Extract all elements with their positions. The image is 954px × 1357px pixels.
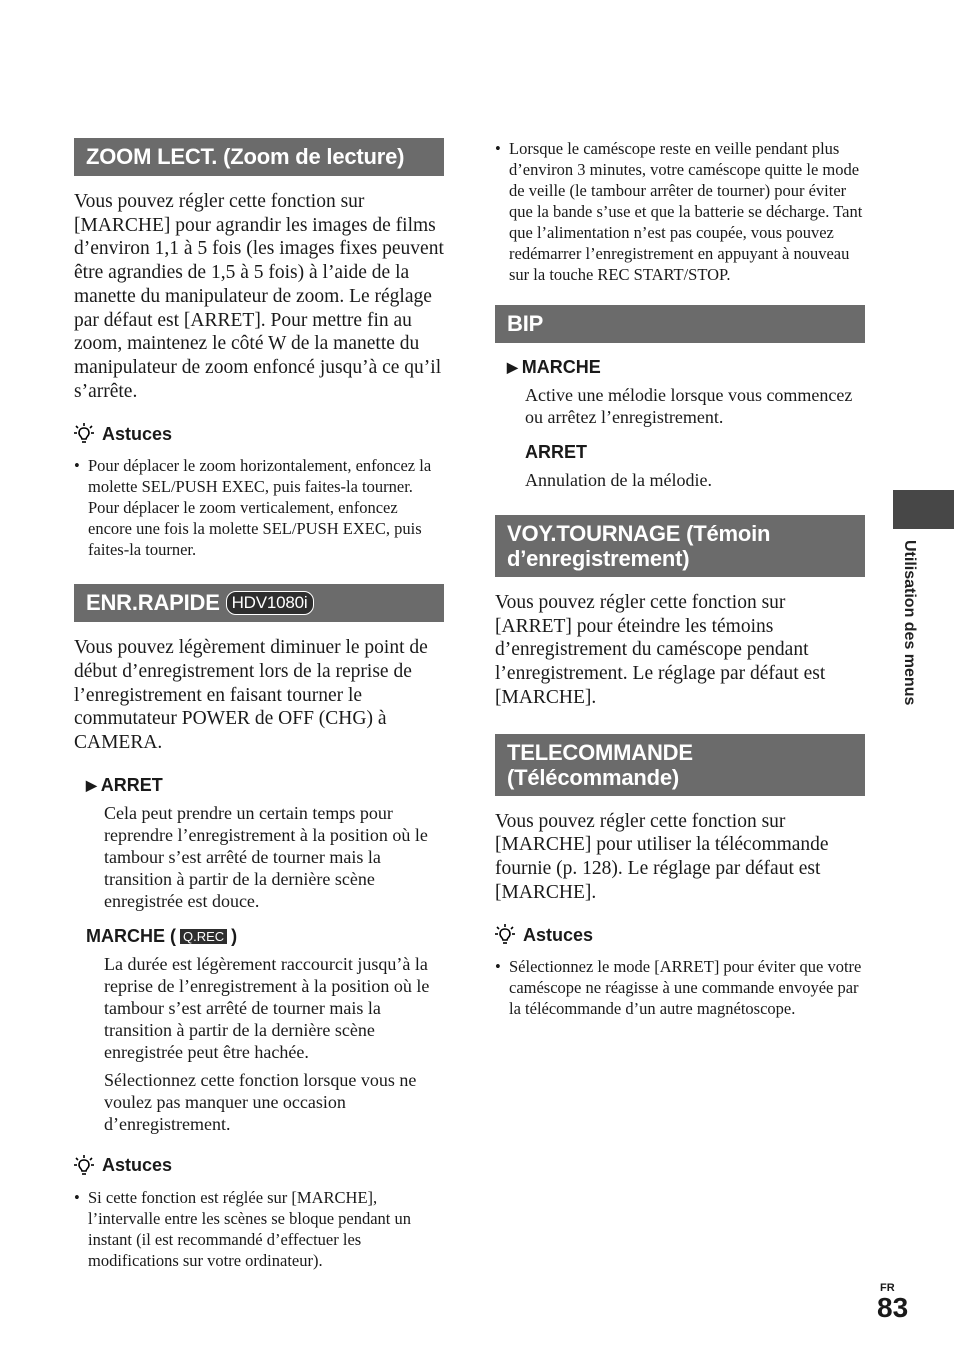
option-arret: [525, 442, 865, 463]
option-description: Annulation de la mélodie.: [525, 470, 712, 490]
list-item: • Si cette fonction est réglée sur [MARCHE], l’intervalle entre les scènes se bloque pendant un instant (il est recommandé d’effectuer les modifications sur votre ordinateur).: [74, 1187, 444, 1271]
tips-title: Astuces: [523, 924, 594, 945]
page-language: FR: [880, 1282, 895, 1294]
zoom-body: Vous pouvez régler cette fonction sur [MARCHE] pour agrandir les images de films d’environ 1,1 à 5 fois (les images fixes peuvent être agrandies de 1,5 à 5 fois) à l’aide de la manette du manipulateur de zoom. Le réglage par défaut est [ARRET]. Pour mettre fin au zoom, maintenez le côté W de la manette du manipulateur de zoom enfoncé jusqu’à ce qu’il s’arrête.: [74, 191, 444, 402]
list-item: • Lorsque le caméscope reste en veille pendant plus d’environ 3 minutes, votre caméscope quitte le mode de veille (le tambour arrêter de tourner) pour éviter que la bande s’use et que la batterie se décharge. Tant que l’alimentation n’est pas coupée, vous pouvez redémarrer l’enregistrement en appuyant à nouveau sur la touche REC START/STOP.: [495, 138, 865, 285]
option-label: MARCHE: [521, 357, 601, 377]
section-title-tele-line2: (Télécommande): [507, 764, 680, 790]
option-desc-arret: [104, 802, 444, 912]
right-column: [495, 138, 865, 1043]
option-description: Sélectionnez cette fonction lorsque vous ne voulez pas manquer une occasion d’enregistrement.: [104, 1069, 417, 1134]
tips-heading-tele: [495, 924, 865, 946]
tips-heading-zoom: [74, 423, 444, 445]
option-desc-marche: [104, 953, 444, 1135]
tips-title: Astuces: [102, 423, 173, 444]
option-label: MARCHE (: [86, 925, 176, 946]
section-header-zoom: [74, 138, 444, 176]
intro-bullets: [495, 138, 865, 285]
option-label: ARRET: [525, 442, 587, 462]
option-description: Active une mélodie lorsque vous commencez ou arrêtez l’enregistrement.: [525, 385, 853, 427]
tips-title: Astuces: [102, 1155, 173, 1176]
enr-body: Vous pouvez légèrement diminuer le point de début d’enregistrement lors de la reprise de l’enregistrement en faisant tourner le commutateur POWER de OFF (CHG) à CAMERA.: [74, 637, 428, 754]
option-desc-marche: [525, 384, 865, 428]
option-marche: [507, 357, 865, 378]
option-label: ARRET: [100, 774, 163, 795]
section-title-voy-line2: d’enregistrement): [507, 546, 690, 571]
option-description: La durée est légèrement raccourcit jusqu’à la reprise de l’enregistrement à la position où le tambour s’est arrêté de tourner mais la transition à partir de la dernière scène enregistrée peut être hachée.: [104, 953, 430, 1062]
option-desc-arret: [525, 469, 865, 491]
side-label: [900, 540, 918, 730]
qrec-badge: Q.REC: [180, 929, 227, 944]
list-item: • Sélectionnez le mode [ARRET] pour éviter que votre caméscope ne réagisse à une commande envoyée par la télécommande d’un autre magnétoscope.: [495, 956, 865, 1019]
voy-body: Vous pouvez régler cette fonction sur [ARRET] pour éteindre les témoins d’enregistrement du caméscope pendant l’enregistrement. Le réglage par défaut est [MARCHE].: [495, 592, 826, 708]
section-header-tele: [495, 734, 865, 796]
tips-list-enr: [74, 1187, 444, 1271]
section-title-zoom: ZOOM LECT. (Zoom de lecture): [86, 144, 405, 169]
left-column: [74, 138, 444, 1295]
page-number: 83: [877, 1292, 909, 1323]
section-header-enr: [74, 584, 444, 622]
tele-body: Vous pouvez régler cette fonction sur [MARCHE] pour utiliser la télécommande fournie (p. 128). Le réglage par défaut est [MARCHE].: [495, 810, 829, 903]
side-label-text: Utilisation des menus: [901, 540, 918, 706]
option-description: Cela peut prendre un certain temps pour reprendre l’enregistrement à la position où le tambour s’est arrêté de tourner mais la transition à partir de la dernière scène enregistrée est douce.: [104, 802, 428, 911]
section-header-bip: [495, 305, 865, 343]
section-title-enr: ENR.RAPIDE: [86, 590, 220, 616]
triangle-right-icon: ▶: [507, 359, 518, 375]
option-arret: [86, 775, 444, 796]
section-title-tele-line1: TELECOMMANDE: [507, 739, 693, 765]
section-header-voy: [495, 515, 865, 577]
tips-list-zoom: [74, 455, 444, 560]
section-title-bip: BIP: [507, 311, 544, 336]
list-item: • Pour déplacer le zoom horizontalement, enfoncez la molette SEL/PUSH EXEC, puis faites-la tourner. Pour déplacer le zoom verticalement, enfoncez encore une fois la molette SEL/PUSH EXEC, puis faites-la tourner.: [74, 455, 444, 560]
triangle-right-icon: ▶: [86, 776, 97, 793]
hdv1080i-badge: HDV1080i: [226, 591, 314, 615]
option-label-close: ): [231, 925, 238, 946]
option-marche: [86, 926, 444, 947]
lightbulb-icon: [495, 924, 515, 946]
section-title-voy-line1: VOY.TOURNAGE (Témoin: [507, 521, 771, 546]
lightbulb-icon: [74, 423, 94, 445]
tips-list-tele: [495, 956, 865, 1019]
side-tab-marker: [893, 490, 954, 529]
tips-heading-enr: [74, 1155, 444, 1177]
lightbulb-icon: [74, 1155, 94, 1177]
